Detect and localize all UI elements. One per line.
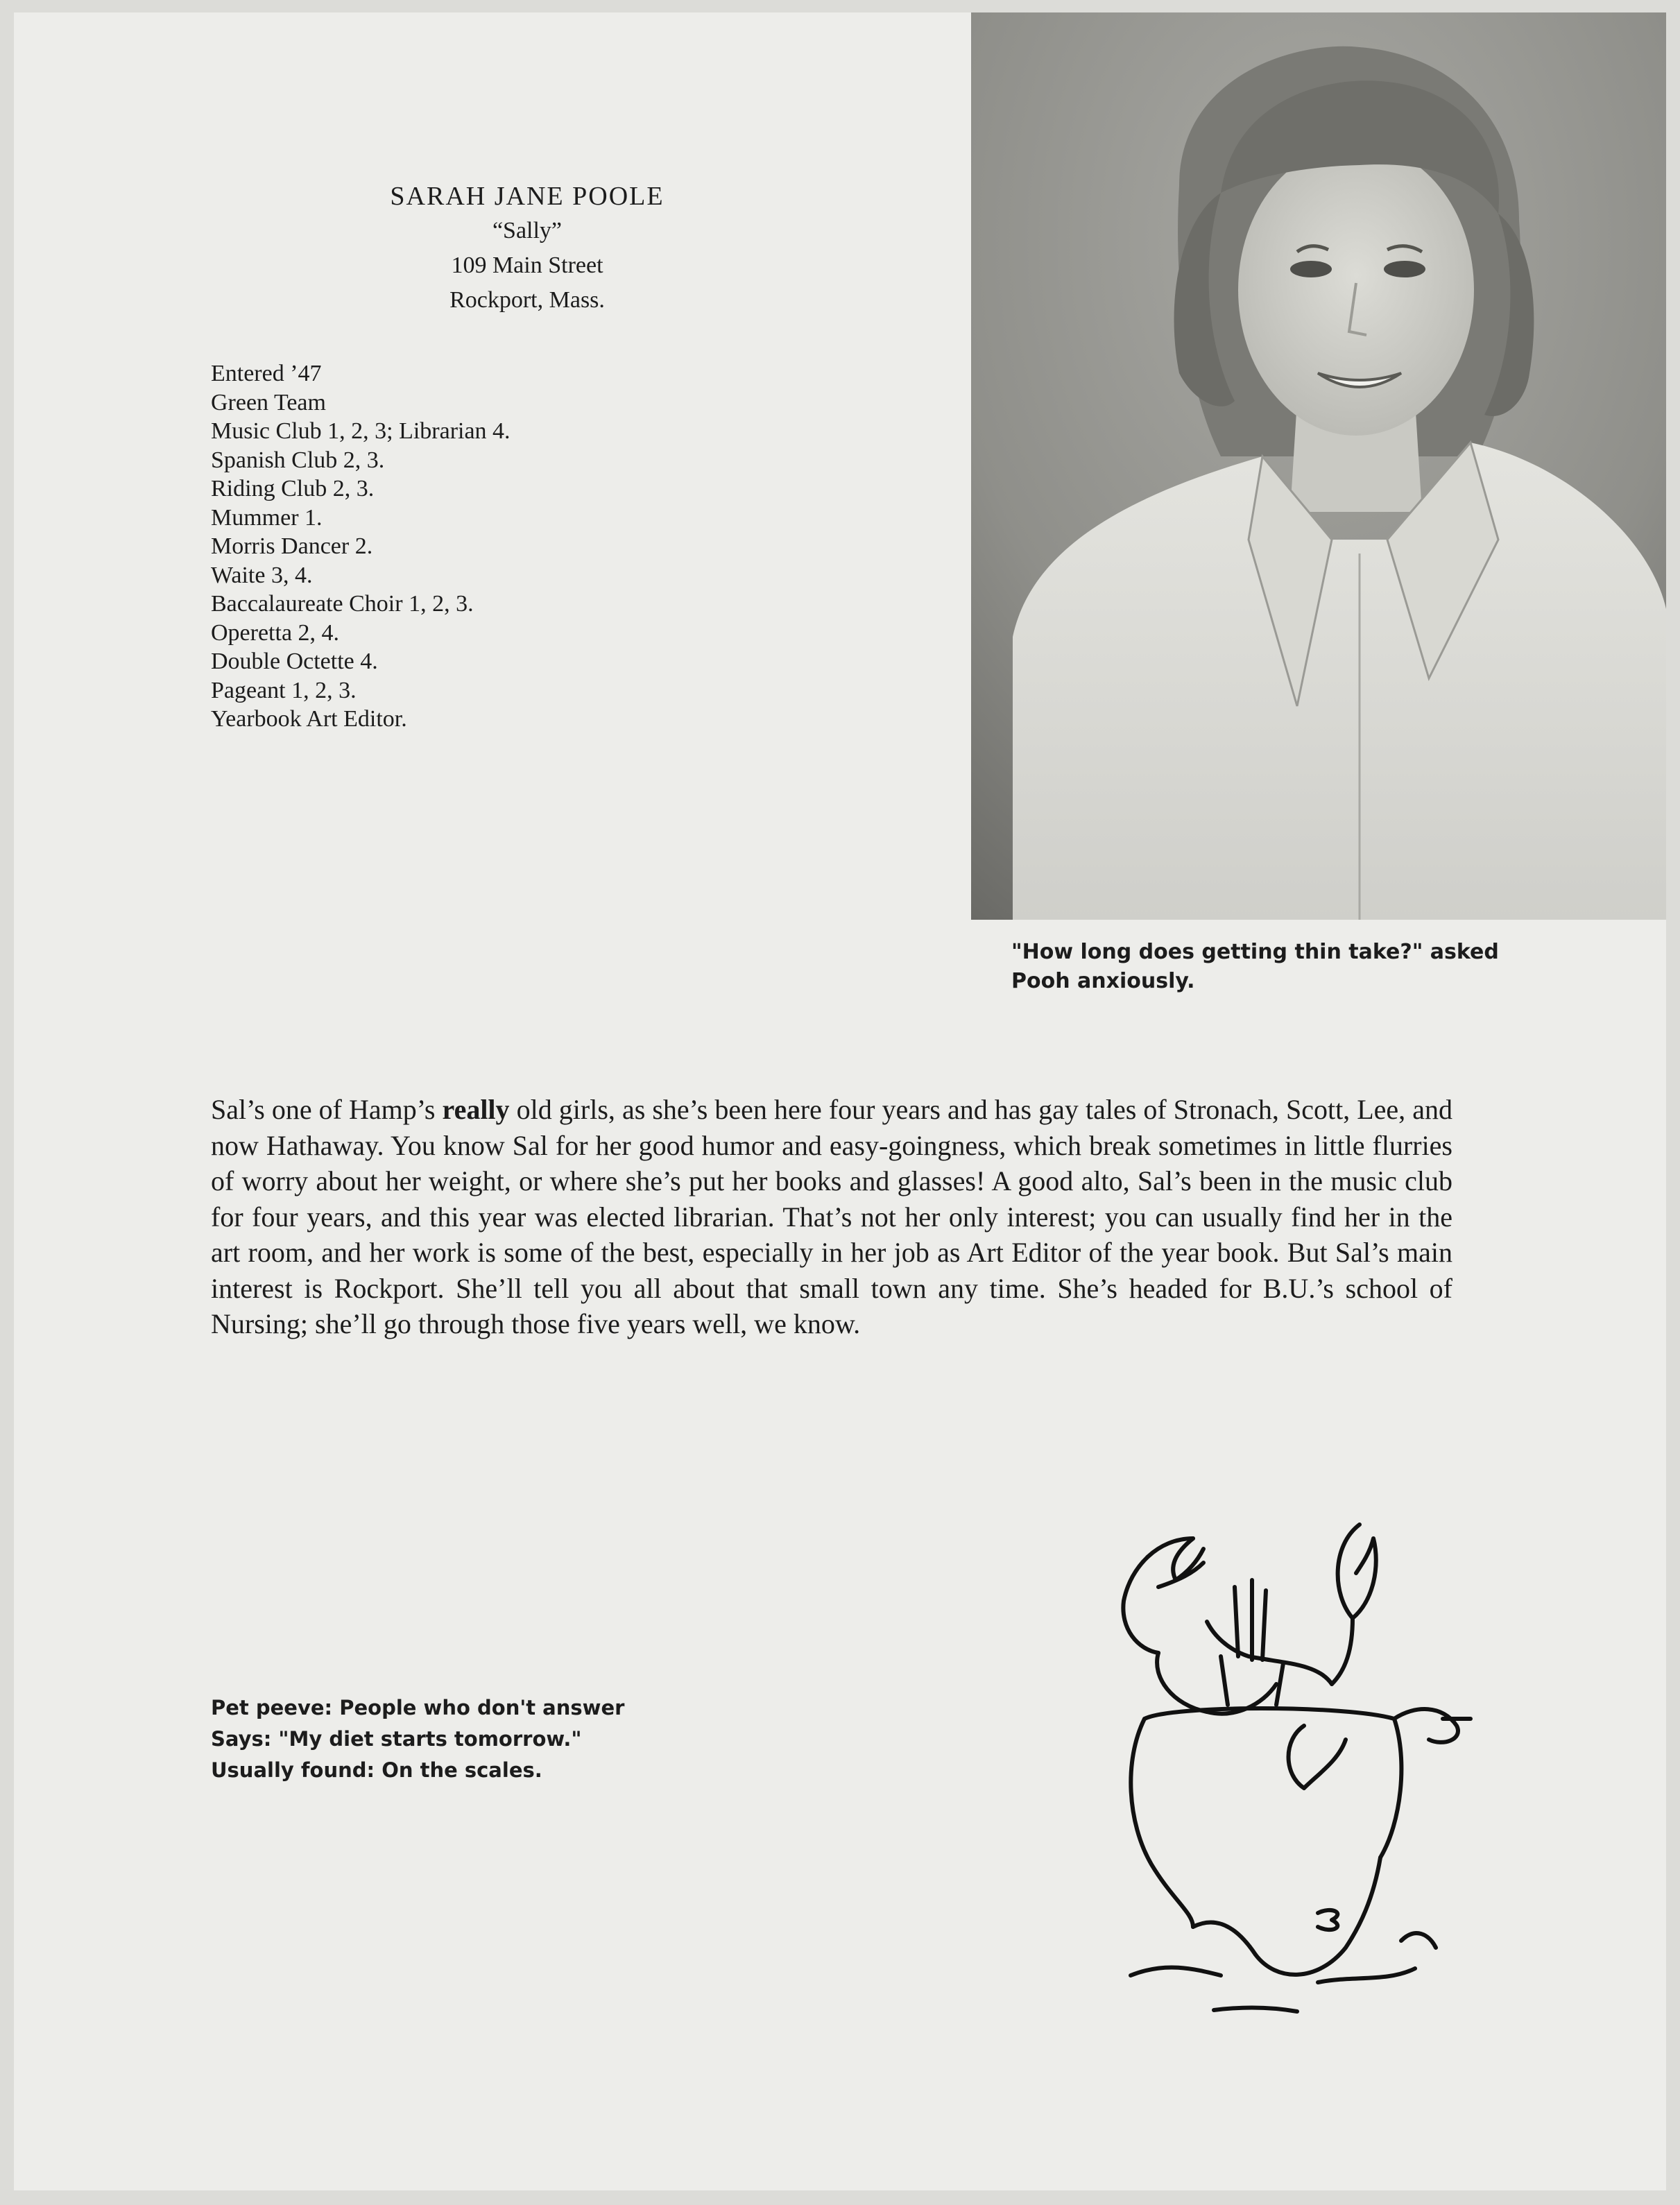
activity-item: Waite 3, 4. [211,562,313,588]
activity-item: Riding Club 2, 3. [211,476,375,501]
student-header [319,179,735,318]
photo-caption [1011,938,1566,996]
activity-item: Morris Dancer 2. [211,533,373,559]
bio-text: old girls, as she’s been here four years and has gay tales of Stronach, Scott, Lee, and now Hathaway. You know Sal for her good humor and easy-goingness, which break sometimes in little flurries of worry about her weight, or where she’s put her books and glasses! A good alto, Sal’s been in the music club for four years, and this year was elected librarian. That’s not her only interest; you can usually find her in the art room, and her work is some of the best, especially in her job as Art Editor of the year book. But Sal’s main interest is Rockport. She’ll tell you all about that small town any time. She’s headed for B.U.’s school of Nursing; she’ll go through those five years well, we know. [211,1094,1452,1339]
biography-paragraph [211,1092,1452,1342]
says-quote: Says: "My diet starts tomorrow." [211,1727,582,1751]
lobster-cartoon-drawing [1054,1497,1498,2024]
activity-item: Spanish Club 2, 3. [211,447,385,473]
student-nickname: “Sally” [492,218,563,243]
address-street: 109 Main Street [451,252,603,278]
bio-emphasis: really [442,1094,510,1125]
address-town: Rockport, Mass. [449,287,605,313]
bio-text: Sal’s one of Hamp’s [211,1094,443,1125]
yearbook-page [14,12,1666,2190]
lobster-in-pot-icon [1054,1497,1498,2024]
fun-facts [211,1692,738,1786]
portrait-illustration [971,12,1666,920]
activity-item: Operetta 2, 4. [211,619,340,646]
student-name: SARAH JANE POOLE [390,182,665,211]
caption-line: Pooh anxiously. [1011,969,1195,993]
activity-item: Green Team [211,389,326,415]
activities-list [211,359,696,734]
caption-line: "How long does getting thin take?" asked [1011,940,1499,964]
usually-found: Usually found: On the scales. [211,1758,542,1782]
activity-item: Double Octette 4. [211,649,378,674]
activity-item: Baccalaureate Choir 1, 2, 3. [211,591,474,617]
activity-item: Music Club 1, 2, 3; Librarian 4. [211,418,511,444]
pet-peeve: Pet peeve: People who don't answer [211,1696,625,1719]
activity-item: Yearbook Art Editor. [211,706,407,732]
activity-item: Entered ’47 [211,361,322,386]
activity-item: Pageant 1, 2, 3. [211,677,357,703]
student-portrait-photo [971,12,1666,920]
activity-item: Mummer 1. [211,504,323,531]
